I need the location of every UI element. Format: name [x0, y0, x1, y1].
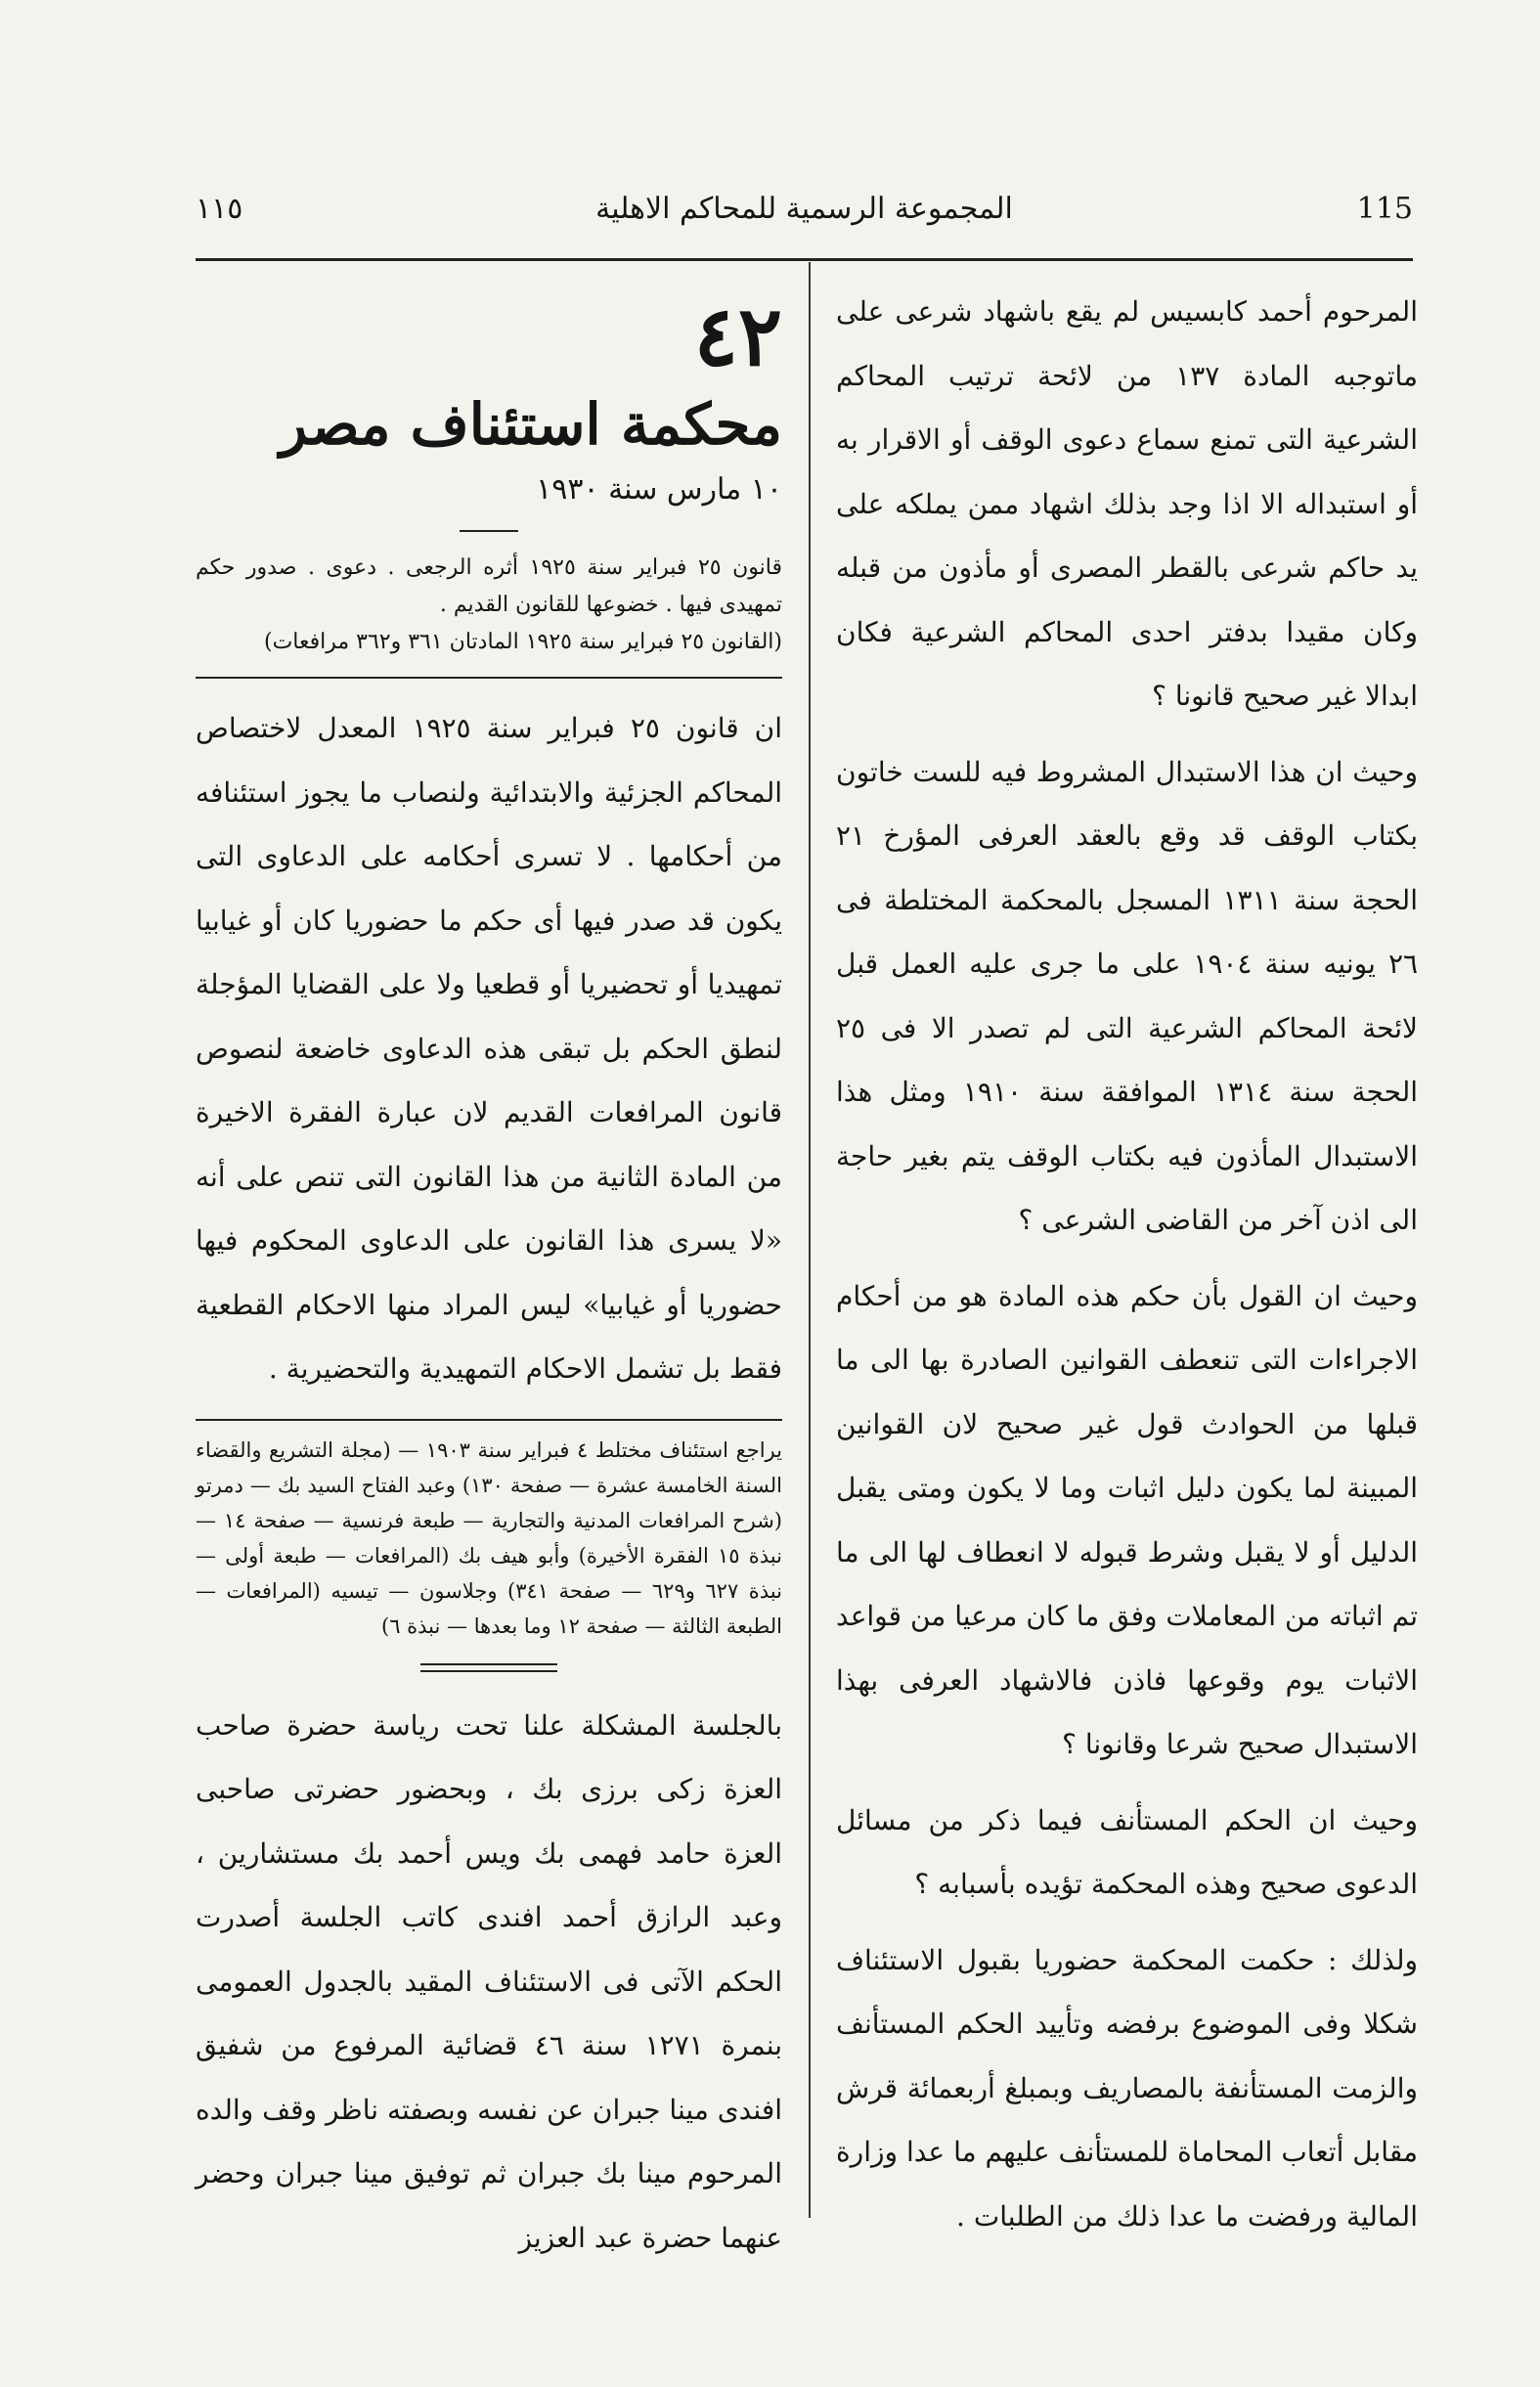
- law-reference: (القانون ٢٥ فبراير سنة ١٩٢٥ المادتان ٣٦١ و٣٦٢ مرافعات): [264, 630, 782, 654]
- left-column: [196, 280, 782, 2270]
- page-number-latin: 115: [1356, 192, 1413, 226]
- paragraph: وحيث ان القول بأن حكم هذه المادة هو من أحكام الاجراءات التى تنعطف القوانين الصادرة بها الى ما قبلها من الحوادث قول غير صحيح لان القوانين المبينة لما يكون دليل اثبات وما لا يكون ومتى يقبل الدليل أو لا يقبل وشرط قبوله لا انعطاف لها الى ما تم اثباته من المعاملات وفق ما كان مرعيا من قواعد الاثبات يوم وقوعها فاذن فالاشهاد العرفى بهذا الاستبدال صحيح شرعا وقانونا ؟: [836, 1279, 1418, 1760]
- paragraph: وحيث ان هذا الاستبدال المشروط فيه للست خاتون بكتاب الوقف قد وقع بالعقد العرفى المؤرخ ٢١ الحجة سنة ١٣١١ المسجل بالمحكمة المختلطة فى ٢٦ يونيه سنة ١٩٠٤ على ما جرى عليه العمل قبل لائحة المحاكم الشرعية التى لم تصدر الا فى ٢٥ الحجة سنة ١٣١٤ الموافقة سنة ١٩١٠ ومثل هذا الاستبدال المأذون فيه بكتاب الوقف يتم بغير حاجة الى اذن آخر من القاضى الشرعى ؟: [836, 755, 1419, 1236]
- double-rule: [420, 1663, 557, 1672]
- references-rule: [196, 1419, 782, 1421]
- paragraph: وحيث ان الحكم المستأنف فيما ذكر من مسائل الدعوى صحيح وهذه المحكمة تؤيده بأسبابه ؟: [836, 1803, 1418, 1900]
- running-header: [196, 192, 1413, 250]
- case-number: ٤٢: [693, 287, 782, 384]
- references: يراجع استئناف مختلط ٤ فبراير سنة ١٩٠٣ — (مجلة التشريع والقضاء السنة الخامسة عشرة — صفحة ١٣٠) وعبد الفتاح السيد بك — دمرتو (شرح المرافعات المدنية والتجارية — طبعة فرنسية — صفحة ١٤ — نبذة ١٥ الفقرة الأخيرة) وأبو هيف بك (المرافعات — طبعة أولى — نبذة ٦٢٧ و٦٢٩ — صفحة ٣٤١) وجلاسون — تيسيه (المرافعات — الطبعة الثالثة — صفحة ١٢ وما بعدها — نبذة ٦): [196, 1437, 782, 1638]
- section-rule: [196, 677, 782, 679]
- case-date: ١٠ مارس سنة ١٩٣٠: [536, 472, 782, 507]
- case-keywords: قانون ٢٥ فبراير سنة ١٩٢٥ أثره الرجعى . دعوى . صدور حكم تمهيدى فيها . خضوعها للقانون القديم .: [196, 555, 783, 617]
- header-rule: [196, 258, 1413, 261]
- column-divider: [809, 262, 811, 2218]
- court-name: محكمة استئناف مصر: [280, 391, 782, 458]
- separator-rule: [460, 530, 518, 532]
- journal-title: المجموعة الرسمية للمحاكم الاهلية: [595, 192, 1013, 226]
- session-text: بالجلسة المشكلة علنا تحت رياسة حضرة صاحب العزة زكى برزى بك ، وبحضور حضرتى صاحبى العزة حامد فهمى بك ويس أحمد بك مستشارين ، وعبد الرازق أحمد افندى كاتب الجلسة أصدرت الحكم الآتى فى الاستئناف المقيد بالجدول العمومى بنمرة ١٢٧١ سنة ٤٦ قضائية المرفوع من شفيق افندى مينا جبران عن نفسه وبصفته ناظر وقف والده المرحوم مينا بك جبران ثم توفيق مينا جبران وحضر عنهما حضرة عبد العزيز: [196, 1708, 783, 2254]
- paragraph: ولذلك : حكمت المحكمة حضوريا بقبول الاستئناف شكلا وفى الموضوع برفضه وتأييد الحكم المستأنف والزمت المستأنفة بالمصاريف وبمبلغ أربعمائة قرش مقابل أتعاب المحاماة للمستأنف عليهم ما عدا وزارة المالية ورفضت ما عدا ذلك من الطلبات .: [836, 1943, 1418, 2232]
- headnote: ان قانون ٢٥ فبراير سنة ١٩٢٥ المعدل لاختصاص المحاكم الجزئية والابتدائية ولنصاب ما يجوز استئنافه من أحكامها . لا تسرى أحكامه على الدعاوى التى يكون قد صدر فيها أى حكم ما حضوريا كان أو غيابيا تمهيديا أو تحضيريا أو قطعيا ولا على القضايا المؤجلة لنطق الحكم بل تبقى هذه الدعاوى خاضعة لنصوص قانون المرافعات القديم لان عبارة الفقرة الاخيرة من المادة الثانية من هذا القانون التى تنص على أنه «لا يسرى هذا القانون على الدعاوى المحكوم فيها حضوريا أو غيابيا» ليس المراد منها الاحكام القطعية فقط بل تشمل الاحكام التمهيدية والتحضيرية .: [196, 712, 782, 1385]
- right-column: [836, 280, 1418, 2260]
- paragraph: المرحوم أحمد كابسيس لم يقع باشهاد شرعى على ماتوجبه المادة ١٣٧ من لائحة ترتيب المحاكم الشرعية التى تمنع سماع دعوى الوقف أو الاقرار به أو استبداله الا اذا وجد بذلك اشهاد ممن يملكه على يد حاكم شرعى بالقطر المصرى أو مأذون من قبله وكان مقيدا بدفتر احدى المحاكم الشرعية فكان ابدالا غير صحيح قانونا ؟: [836, 295, 1418, 712]
- page-number-arabic: ١١٥: [196, 192, 243, 226]
